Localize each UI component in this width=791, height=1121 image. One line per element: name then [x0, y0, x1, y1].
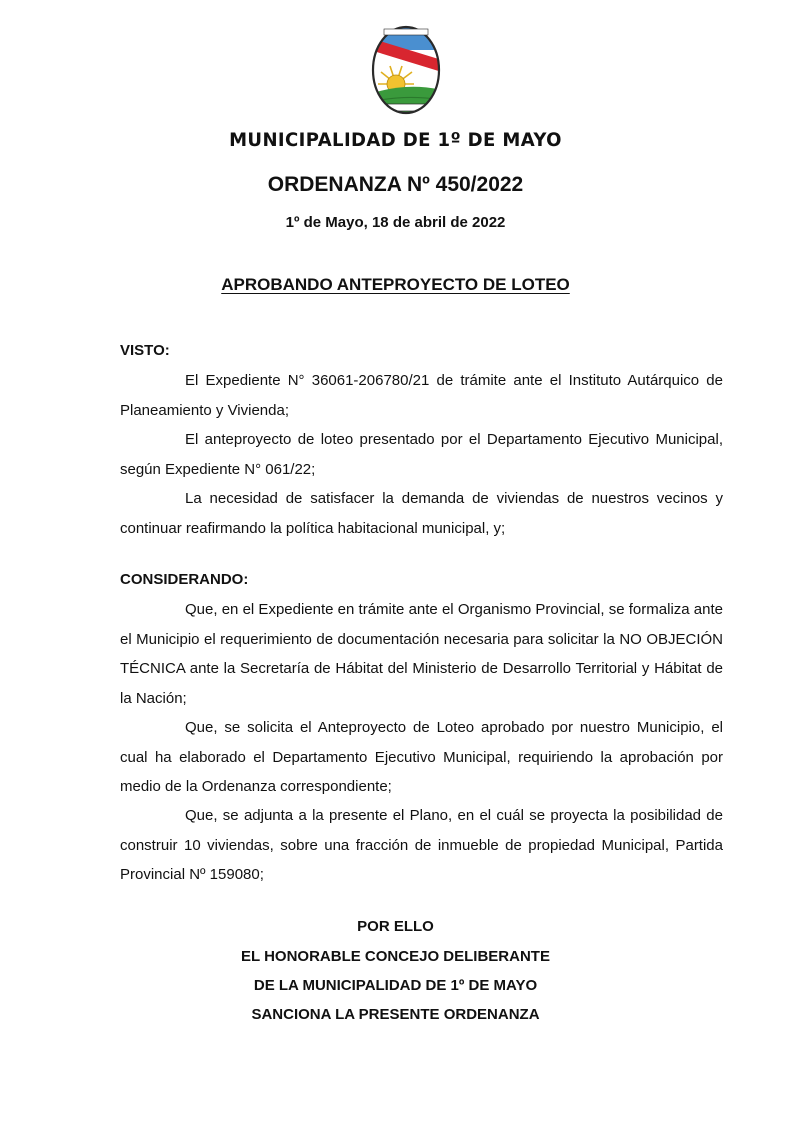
- closing-line-sanciona: SANCIONA LA PRESENTE ORDENANZA: [251, 1006, 540, 1023]
- municipality-title: MUNICIPALIDAD DE 1º DE MAYO: [229, 129, 562, 151]
- ordinance-subject: APROBANDO ANTEPROYECTO DE LOTEO: [221, 275, 570, 294]
- closing-line-por-ello: POR ELLO: [357, 918, 434, 935]
- date-line: 1º de Mayo, 18 de abril de 2022: [285, 214, 506, 231]
- considerando-paragraph: Que, se adjunta a la presente el Plano, en el cuál se proyecta la posibilidad de construir 10 viviendas, sobre una fracción de inmueble de propiedad Municipal, Partida Provincial Nº 159080;: [120, 807, 723, 883]
- visto-heading: VISTO:: [120, 342, 170, 359]
- visto-paragraph: El Expediente N° 36061-206780/21 de trámite ante el Instituto Autárquico de Planeamiento y Vivienda;: [120, 372, 723, 419]
- closing-line-concejo: EL HONORABLE CONCEJO DELIBERANTE: [241, 948, 550, 965]
- considerando-paragraph: Que, en el Expediente en trámite ante el Organismo Provincial, se formaliza ante el Municipio el requerimiento de documentación necesaria para solicitar la NO OBJECIÓN TÉCNICA ante la Secretaría de Hábitat del Ministerio de Desarrollo Territorial y Hábitat de la Nación;: [120, 601, 723, 707]
- closing-line-municipalidad: DE LA MUNICIPALIDAD DE 1º DE MAYO: [253, 977, 538, 994]
- considerando-heading: CONSIDERANDO:: [120, 571, 249, 588]
- visto-paragraph: La necesidad de satisfacer la demanda de viviendas de nuestros vecinos y continuar reafirmando la política habitacional municipal, y;: [120, 490, 723, 537]
- visto-paragraph: El anteproyecto de loteo presentado por el Departamento Ejecutivo Municipal, según Expediente N° 061/22;: [120, 431, 723, 478]
- considerando-paragraph: Que, se solicita el Anteproyecto de Loteo aprobado por nuestro Municipio, el cual ha elaborado el Departamento Ejecutivo Municipal, requiriendo la aprobación por medio de la Ordenanza correspondiente;: [120, 719, 723, 795]
- municipal-seal: [370, 24, 442, 116]
- ordinance-number: ORDENANZA Nº 450/2022: [267, 173, 524, 196]
- municipal-seal-icon: [370, 24, 442, 116]
